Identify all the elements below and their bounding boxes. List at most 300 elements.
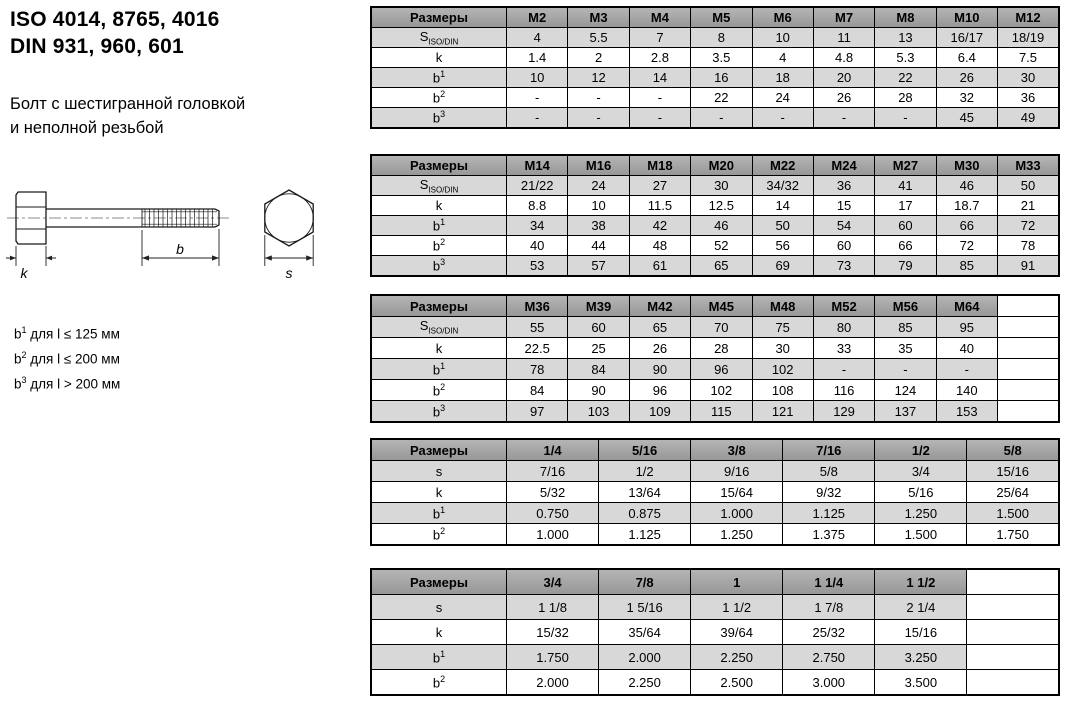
value-cell: 18	[752, 68, 813, 88]
value-cell: 9/32	[783, 482, 875, 503]
table-row	[371, 236, 1059, 256]
value-cell: 40	[507, 236, 568, 256]
value-cell: 1.750	[967, 524, 1059, 546]
value-cell: 15/16	[875, 620, 967, 645]
value-cell: 2	[568, 48, 629, 68]
row-label	[371, 28, 507, 48]
row-label-symbol: b	[432, 675, 441, 691]
table-header-row	[371, 439, 1059, 461]
row-label-symbol: b	[432, 238, 441, 254]
table-row	[371, 482, 1059, 503]
note-b3-text: для l > 200 мм	[26, 376, 121, 392]
value-cell: 109	[629, 401, 690, 423]
value-cell: 1.125	[599, 524, 691, 546]
row-label	[371, 620, 507, 645]
row-label	[371, 256, 507, 277]
value-cell: 3/4	[875, 461, 967, 482]
value-cell: 11.5	[629, 196, 690, 216]
value-cell: 2.000	[599, 645, 691, 670]
table-row	[371, 108, 1059, 129]
value-cell: 121	[752, 401, 813, 423]
value-cell: 16	[691, 68, 752, 88]
value-cell: 1.000	[691, 503, 783, 524]
value-cell: 2.250	[691, 645, 783, 670]
value-cell: 9/16	[691, 461, 783, 482]
empty-cell	[967, 595, 1059, 620]
value-cell: 70	[691, 317, 752, 338]
value-cell: 73	[813, 256, 874, 277]
row-label-symbol: s	[435, 599, 443, 615]
row-label-subscript: ISO/DIN	[428, 185, 459, 195]
column-header: 5/16	[599, 439, 691, 461]
note-b1-sup: 1	[21, 325, 27, 335]
value-cell: 46	[936, 176, 997, 196]
note-b1-symbol: b	[14, 326, 22, 342]
column-header: M36	[507, 295, 568, 317]
table-row	[371, 380, 1059, 401]
size-column-header: Размеры	[371, 569, 507, 595]
table-row	[371, 317, 1059, 338]
table-header-row	[371, 569, 1059, 595]
empty-cell	[998, 380, 1060, 401]
value-cell: 57	[568, 256, 629, 277]
column-header: M48	[752, 295, 813, 317]
dimension-lines	[6, 229, 313, 266]
value-cell: 22	[875, 68, 936, 88]
value-cell: 14	[629, 68, 690, 88]
row-label	[371, 524, 507, 546]
value-cell: 85	[875, 317, 936, 338]
dimension-tables-panel	[370, 6, 1060, 696]
value-cell: 72	[936, 236, 997, 256]
value-cell: 34	[507, 216, 568, 236]
value-cell: 30	[691, 176, 752, 196]
row-label-superscript: 1	[440, 69, 446, 80]
value-cell: 28	[691, 338, 752, 359]
note-b2-sup: 2	[21, 350, 27, 360]
row-label-symbol: b	[432, 90, 441, 106]
value-cell: 3.000	[783, 670, 875, 696]
table-row	[371, 645, 1059, 670]
dimension-table	[370, 568, 1060, 696]
value-cell: 25/64	[967, 482, 1059, 503]
value-cell: 137	[875, 401, 936, 423]
row-label-symbol: b	[432, 383, 441, 399]
column-header: M4	[629, 7, 690, 28]
value-cell: 1/2	[599, 461, 691, 482]
row-label	[371, 108, 507, 129]
row-label-symbol: k	[435, 484, 443, 500]
value-cell: 1 7/8	[783, 595, 875, 620]
column-header: 3/8	[691, 439, 783, 461]
value-cell: 1.375	[783, 524, 875, 546]
value-cell: 72	[998, 216, 1060, 236]
value-cell: 10	[507, 68, 568, 88]
column-header: M64	[936, 295, 997, 317]
value-cell: -	[629, 108, 690, 129]
row-label-superscript: 3	[440, 109, 446, 120]
value-cell: 15/64	[691, 482, 783, 503]
table-row	[371, 401, 1059, 423]
dimension-table	[370, 294, 1060, 423]
table-5	[370, 568, 1060, 696]
column-header: M8	[875, 7, 936, 28]
value-cell: 4	[752, 48, 813, 68]
note-b1	[14, 320, 120, 345]
value-cell: 36	[813, 176, 874, 196]
value-cell: 1 1/8	[507, 595, 599, 620]
row-label	[371, 48, 507, 68]
value-cell: 1.250	[691, 524, 783, 546]
table-row	[371, 595, 1059, 620]
value-cell: 0.750	[507, 503, 599, 524]
column-header: 1 1/2	[875, 569, 967, 595]
note-b3-symbol: b	[14, 376, 22, 392]
value-cell: 65	[691, 256, 752, 277]
value-cell: 60	[568, 317, 629, 338]
value-cell: 78	[507, 359, 568, 380]
column-header: M2	[507, 7, 568, 28]
table-header-row	[371, 7, 1059, 28]
row-label-symbol: b	[432, 404, 441, 420]
dimension-table	[370, 6, 1060, 129]
value-cell: 1.250	[875, 503, 967, 524]
thread-length-notes	[14, 320, 120, 395]
value-cell: 7/16	[507, 461, 599, 482]
value-cell: 15	[813, 196, 874, 216]
row-label	[371, 317, 507, 338]
table-row	[371, 48, 1059, 68]
column-header: M45	[691, 295, 752, 317]
value-cell: 32	[936, 88, 997, 108]
value-cell: 97	[507, 401, 568, 423]
row-label	[371, 670, 507, 696]
column-header: M16	[568, 155, 629, 176]
row-label-superscript: 1	[440, 360, 446, 371]
row-label-symbol: S	[419, 318, 429, 334]
row-label-superscript: 1	[440, 648, 446, 659]
value-cell: 46	[691, 216, 752, 236]
table-row	[371, 88, 1059, 108]
value-cell: 8	[691, 28, 752, 48]
row-label-superscript: 2	[440, 525, 446, 536]
dimension-table	[370, 438, 1060, 546]
value-cell: 66	[936, 216, 997, 236]
table-4	[370, 438, 1060, 546]
value-cell: 15/32	[507, 620, 599, 645]
row-label-superscript: 3	[440, 257, 446, 268]
value-cell: 60	[813, 236, 874, 256]
value-cell: 116	[813, 380, 874, 401]
size-column-header: Размеры	[371, 7, 507, 28]
value-cell: 5/8	[783, 461, 875, 482]
value-cell: 78	[998, 236, 1060, 256]
value-cell: 91	[998, 256, 1060, 277]
value-cell: 27	[629, 176, 690, 196]
value-cell: 12.5	[691, 196, 752, 216]
value-cell: 50	[752, 216, 813, 236]
value-cell: 66	[875, 236, 936, 256]
value-cell: 21	[998, 196, 1060, 216]
value-cell: 30	[752, 338, 813, 359]
table-row	[371, 196, 1059, 216]
row-label	[371, 461, 507, 482]
note-b3-sup: 3	[21, 375, 27, 385]
table-row	[371, 176, 1059, 196]
value-cell: 7.5	[998, 48, 1060, 68]
column-header: M42	[629, 295, 690, 317]
row-label	[371, 482, 507, 503]
value-cell: 2.8	[629, 48, 690, 68]
table-row	[371, 503, 1059, 524]
value-cell: 25	[568, 338, 629, 359]
description-line-1: Болт с шестигранной головкой	[10, 95, 246, 113]
value-cell: -	[507, 88, 568, 108]
column-header: M5	[691, 7, 752, 28]
size-column-header: Размеры	[371, 439, 507, 461]
column-header: M14	[507, 155, 568, 176]
value-cell: 15/16	[967, 461, 1059, 482]
table-row	[371, 216, 1059, 236]
size-column-header: Размеры	[371, 295, 507, 317]
value-cell: 24	[752, 88, 813, 108]
bolt-drawing-svg	[4, 178, 344, 288]
value-cell: -	[691, 108, 752, 129]
description-line-2: и неполной резьбой	[10, 119, 164, 137]
column-header: M10	[936, 7, 997, 28]
value-cell: 30	[998, 68, 1060, 88]
value-cell: 21/22	[507, 176, 568, 196]
value-cell: 1 5/16	[599, 595, 691, 620]
value-cell: 7	[629, 28, 690, 48]
column-header: 1/4	[507, 439, 599, 461]
dimension-label-b: b	[176, 241, 184, 257]
column-header: M52	[813, 295, 874, 317]
value-cell: 2 1/4	[875, 595, 967, 620]
row-label	[371, 503, 507, 524]
column-header: 1 1/4	[783, 569, 875, 595]
row-label	[371, 359, 507, 380]
column-header: M24	[813, 155, 874, 176]
value-cell: 1.500	[967, 503, 1059, 524]
value-cell: 4	[507, 28, 568, 48]
value-cell: 41	[875, 176, 936, 196]
value-cell: 1.750	[507, 645, 599, 670]
row-label	[371, 216, 507, 236]
value-cell: 40	[936, 338, 997, 359]
value-cell: 44	[568, 236, 629, 256]
table-row	[371, 524, 1059, 546]
value-cell: 1.4	[507, 48, 568, 68]
table-3	[370, 294, 1060, 423]
value-cell: 53	[507, 256, 568, 277]
note-b3	[14, 370, 120, 395]
empty-cell	[998, 317, 1060, 338]
row-label	[371, 645, 507, 670]
empty-header-cell	[998, 295, 1060, 317]
row-label	[371, 68, 507, 88]
value-cell: 52	[691, 236, 752, 256]
value-cell: 140	[936, 380, 997, 401]
value-cell: 54	[813, 216, 874, 236]
value-cell: 2.750	[783, 645, 875, 670]
value-cell: 85	[936, 256, 997, 277]
empty-cell	[998, 401, 1060, 423]
value-cell: 55	[507, 317, 568, 338]
table-header-row	[371, 155, 1059, 176]
value-cell: -	[813, 108, 874, 129]
value-cell: 25/32	[783, 620, 875, 645]
value-cell: 61	[629, 256, 690, 277]
table-header-row	[371, 295, 1059, 317]
value-cell: 26	[936, 68, 997, 88]
value-cell: 45	[936, 108, 997, 129]
bolt-end-view	[265, 190, 313, 246]
table-row	[371, 461, 1059, 482]
value-cell: 5.5	[568, 28, 629, 48]
value-cell: 3.5	[691, 48, 752, 68]
value-cell: 49	[998, 108, 1060, 129]
value-cell: 18/19	[998, 28, 1060, 48]
row-label-symbol: S	[419, 28, 429, 44]
value-cell: 17	[875, 196, 936, 216]
value-cell: 0.875	[599, 503, 691, 524]
value-cell: 22	[691, 88, 752, 108]
value-cell: -	[875, 359, 936, 380]
value-cell: 20	[813, 68, 874, 88]
row-label-superscript: 2	[440, 381, 446, 392]
value-cell: 5.3	[875, 48, 936, 68]
value-cell: 11	[813, 28, 874, 48]
empty-cell	[998, 359, 1060, 380]
value-cell: -	[568, 88, 629, 108]
value-cell: 13/64	[599, 482, 691, 503]
table-2	[370, 154, 1060, 277]
value-cell: 65	[629, 317, 690, 338]
row-label-symbol: b	[432, 218, 441, 234]
iso-standards-line: ISO 4014, 8765, 4016	[10, 8, 220, 31]
empty-cell	[998, 338, 1060, 359]
value-cell: 3.250	[875, 645, 967, 670]
column-header: M3	[568, 7, 629, 28]
row-label-symbol: k	[435, 340, 443, 356]
value-cell: 124	[875, 380, 936, 401]
row-label-symbol: b	[432, 70, 441, 86]
value-cell: 36	[998, 88, 1060, 108]
row-label	[371, 338, 507, 359]
note-b2-text: для l ≤ 200 мм	[26, 351, 120, 367]
column-header: M6	[752, 7, 813, 28]
row-label-superscript: 1	[440, 504, 446, 515]
value-cell: 5/16	[875, 482, 967, 503]
value-cell: -	[568, 108, 629, 129]
column-header: 7/16	[783, 439, 875, 461]
value-cell: 10	[752, 28, 813, 48]
table-row	[371, 359, 1059, 380]
row-label-symbol: k	[435, 50, 443, 65]
dimension-label-s: s	[285, 265, 293, 281]
value-cell: 90	[568, 380, 629, 401]
value-cell: 90	[629, 359, 690, 380]
value-cell: 22.5	[507, 338, 568, 359]
standards-title	[10, 6, 220, 60]
row-label-symbol: b	[432, 110, 441, 126]
value-cell: 69	[752, 256, 813, 277]
dimension-label-k: k	[20, 265, 28, 281]
value-cell: 10	[568, 196, 629, 216]
column-header: M39	[568, 295, 629, 317]
value-cell: 8.8	[507, 196, 568, 216]
value-cell: 96	[629, 380, 690, 401]
row-label	[371, 236, 507, 256]
value-cell: 26	[629, 338, 690, 359]
table-row	[371, 670, 1059, 696]
table-row	[371, 620, 1059, 645]
value-cell: 2.250	[599, 670, 691, 696]
empty-cell	[967, 645, 1059, 670]
column-header: M56	[875, 295, 936, 317]
empty-header-cell	[967, 569, 1059, 595]
value-cell: -	[629, 88, 690, 108]
value-cell: 39/64	[691, 620, 783, 645]
value-cell: 24	[568, 176, 629, 196]
row-label-symbol: s	[435, 463, 443, 479]
value-cell: -	[813, 359, 874, 380]
column-header: M30	[936, 155, 997, 176]
value-cell: 56	[752, 236, 813, 256]
value-cell: 4.8	[813, 48, 874, 68]
value-cell: 38	[568, 216, 629, 236]
value-cell: 1.125	[783, 503, 875, 524]
value-cell: 102	[752, 359, 813, 380]
value-cell: 95	[936, 317, 997, 338]
column-header: M33	[998, 155, 1060, 176]
value-cell: 3.500	[875, 670, 967, 696]
row-label-subscript: ISO/DIN	[428, 326, 459, 336]
column-header: 1	[691, 569, 783, 595]
row-label-superscript: 1	[440, 217, 446, 228]
table-row	[371, 338, 1059, 359]
bolt-technical-drawing	[4, 178, 344, 293]
row-label-symbol: S	[419, 176, 429, 192]
row-label-superscript: 3	[440, 402, 446, 413]
value-cell: 13	[875, 28, 936, 48]
column-header: M22	[752, 155, 813, 176]
row-label-superscript: 2	[440, 237, 446, 248]
column-header: M27	[875, 155, 936, 176]
value-cell: 33	[813, 338, 874, 359]
column-header: M20	[691, 155, 752, 176]
row-label	[371, 88, 507, 108]
value-cell: 80	[813, 317, 874, 338]
value-cell: 1.000	[507, 524, 599, 546]
row-label-symbol: b	[432, 258, 441, 274]
value-cell: 6.4	[936, 48, 997, 68]
row-label-symbol: k	[435, 624, 443, 640]
value-cell: 1 1/2	[691, 595, 783, 620]
table-row	[371, 256, 1059, 277]
value-cell: 35/64	[599, 620, 691, 645]
row-label-symbol: b	[432, 650, 441, 666]
row-label-subscript: ISO/DIN	[428, 37, 459, 47]
note-b2-symbol: b	[14, 351, 22, 367]
info-panel	[0, 0, 366, 720]
value-cell: 84	[568, 359, 629, 380]
value-cell: 34/32	[752, 176, 813, 196]
row-label-symbol: b	[432, 362, 441, 378]
row-label	[371, 380, 507, 401]
row-label	[371, 401, 507, 423]
